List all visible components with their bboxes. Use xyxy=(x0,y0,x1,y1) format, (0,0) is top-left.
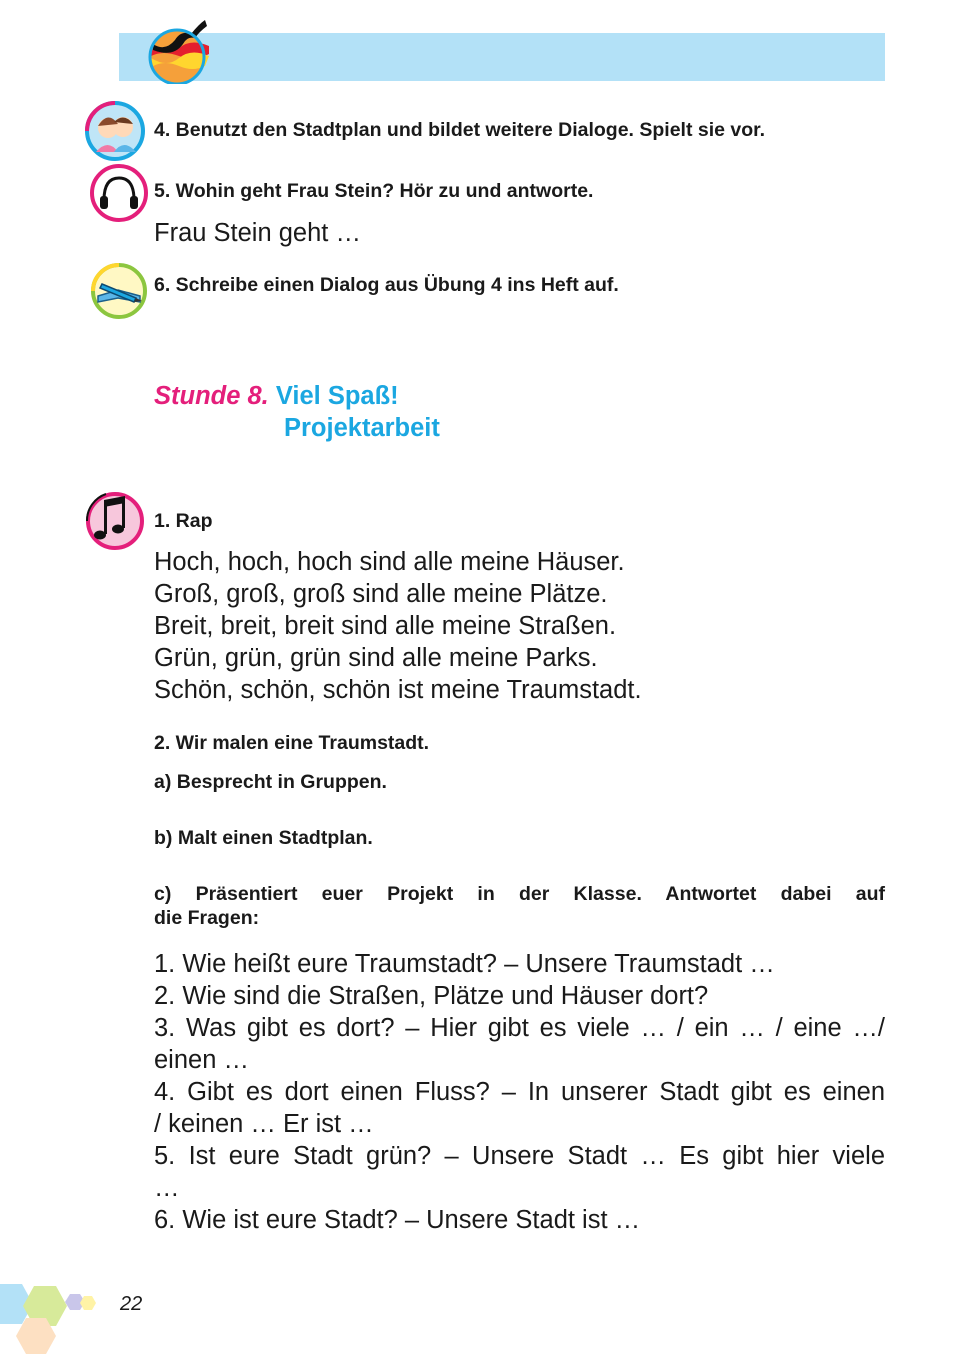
lesson-title: Viel Spaß! xyxy=(275,382,399,410)
rap-line: Hoch, hoch, hoch sind alle meine Häuser. xyxy=(154,548,625,576)
pair-work-icon xyxy=(84,100,146,162)
question-line: … xyxy=(154,1174,180,1202)
rap-line: Grün, grün, grün sind alle meine Parks. xyxy=(154,644,598,672)
project-step-c-line: die Fragen: xyxy=(154,907,260,929)
rap-line: Schön, schön, schön ist meine Traumstadt. xyxy=(154,676,642,704)
question-list xyxy=(154,948,885,1236)
header-bar xyxy=(119,33,885,81)
listening-icon xyxy=(88,162,150,224)
rap-line: Groß, groß, groß sind alle meine Plätze. xyxy=(154,580,608,608)
corner-hexagons-decoration xyxy=(0,1272,110,1360)
task-4-instruction: 4. Benutzt den Stadtplan und bildet weitere Dialoge. Spielt sie vor. xyxy=(154,119,766,141)
rap-text xyxy=(154,546,642,706)
logo-icon xyxy=(143,14,219,84)
question-line: 6. Wie ist eure Stadt? – Unsere Stadt ist … xyxy=(154,1206,641,1234)
question-line: einen … xyxy=(154,1046,249,1074)
task-5-answer-prompt: Frau Stein geht … xyxy=(154,219,361,247)
music-icon xyxy=(84,490,146,552)
project-heading: 2. Wir malen eine Traumstadt. xyxy=(154,732,430,754)
lesson-number: Stunde 8. xyxy=(154,382,269,410)
page-number: 22 xyxy=(120,1293,143,1315)
writing-icon xyxy=(88,260,150,322)
rap-heading: 1. Rap xyxy=(154,510,213,532)
task-5-instruction: 5. Wohin geht Frau Stein? Hör zu und antworte. xyxy=(154,180,594,202)
question-line: 3. Was gibt es dort? – Hier gibt es viele … / ein … / eine …/ xyxy=(154,1014,885,1042)
lesson-heading xyxy=(154,380,440,444)
task-6-instruction: 6. Schreibe einen Dialog aus Übung 4 ins Heft auf. xyxy=(154,274,619,296)
rap-line: Breit, breit, breit sind alle meine Straßen. xyxy=(154,612,617,640)
question-line: 4. Gibt es dort einen Fluss? – In unserer Stadt gibt es einen xyxy=(154,1078,885,1106)
question-line: 1. Wie heißt eure Traumstadt? – Unsere Traumstadt … xyxy=(154,950,775,978)
question-line: 5. Ist eure Stadt grün? – Unsere Stadt … Es gibt hier viele xyxy=(154,1142,885,1170)
question-line: 2. Wie sind die Straßen, Plätze und Häuser dort? xyxy=(154,982,709,1010)
project-step-c xyxy=(154,882,885,930)
project-step-b: b) Malt einen Stadtplan. xyxy=(154,827,373,849)
project-step-a: a) Besprecht in Gruppen. xyxy=(154,771,387,793)
question-line: / keinen … Er ist … xyxy=(154,1110,374,1138)
lesson-subtitle: Projektarbeit xyxy=(284,414,440,442)
project-step-c-line: c) Präsentiert euer Projekt in der Klasse. Antwortet dabei auf xyxy=(154,883,885,905)
